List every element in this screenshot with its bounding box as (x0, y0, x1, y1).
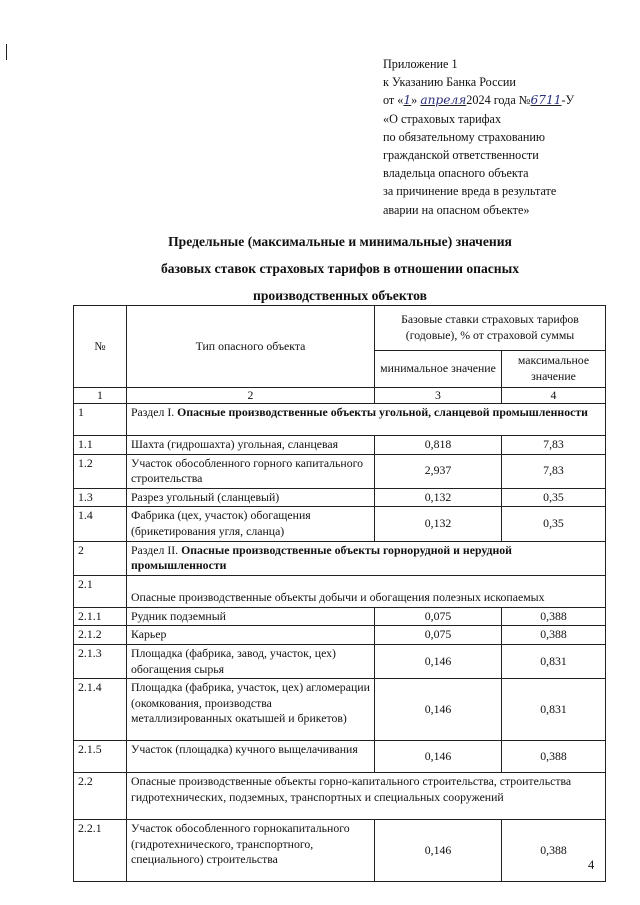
row-max: 0,35 (502, 507, 606, 541)
handwritten-number: 6711 (530, 93, 562, 108)
row-num: 2.2.1 (74, 820, 127, 882)
appendix-line-5: по обязательному страхованию (383, 129, 546, 144)
row-min: 0,075 (375, 626, 502, 645)
row-num: 1 (74, 404, 127, 436)
table-row (74, 575, 606, 607)
row-min: 0,146 (375, 741, 502, 773)
row-max: 0,831 (502, 644, 606, 678)
section-title: Опасные производственные объекты горнорудной и нерудной промышленности (131, 542, 512, 573)
row-min: 0,075 (375, 607, 502, 626)
row-type: Площадка (фабрика, завод, участок, цех) обогащения сырья (127, 644, 375, 678)
table-row (74, 679, 606, 741)
page-number: 4 (588, 858, 595, 872)
header-type: Тип опасного объекта (127, 306, 375, 388)
row-num: 2 (74, 541, 127, 575)
header-min: минимальное значение (375, 351, 502, 388)
header-rates: Базовые ставки страховых тарифов (годовые), % от страховой суммы (375, 306, 606, 351)
row-num: 2.1.1 (74, 607, 127, 626)
column-index-row (74, 388, 606, 404)
section-title: Опасные производственные объекты угольной, сланцевой промышленности (177, 405, 588, 419)
row-num: 1.4 (74, 507, 127, 541)
table-row (74, 626, 606, 645)
table-row (74, 773, 606, 820)
row-type: Карьер (127, 626, 375, 645)
index-cell: 4 (502, 388, 606, 404)
subsection-heading: Опасные производственные объекты горно-капитального строительства, строительства гидротехнических, подземных, транспортных и специальных сооружений (127, 773, 606, 820)
table-row (74, 541, 606, 575)
section-heading (127, 541, 606, 575)
appendix-line-4: «О страховых тарифах (383, 111, 502, 126)
table-row (74, 820, 606, 882)
table-row (74, 404, 606, 436)
tariff-table (73, 305, 606, 882)
row-min: 0,146 (375, 820, 502, 882)
margin-mark (6, 44, 7, 60)
appendix-line-6: гражданской ответственности (383, 148, 539, 163)
row-type: Площадка (фабрика, участок, цех) агломерации (окомкования, производства металлизированных окатышей и брикетов) (127, 679, 375, 741)
date-mid: » (411, 93, 421, 108)
subsection-heading: Опасные производственные объекты добычи и обогащения полезных ископаемых (127, 575, 606, 607)
row-max: 0,388 (502, 607, 606, 626)
document-title (80, 228, 600, 309)
handwritten-month: апреля (420, 93, 467, 108)
appendix-line-2: к Указанию Банка России (383, 75, 516, 90)
row-num: 2.1.3 (74, 644, 127, 678)
row-num: 2.1.5 (74, 741, 127, 773)
title-line-1: Предельные (максимальные и минимальные) значения (168, 234, 512, 249)
index-cell: 2 (127, 388, 375, 404)
row-max: 7,83 (502, 454, 606, 488)
header-num: № (74, 306, 127, 388)
appendix-line-7: владельца опасного объекта (383, 166, 529, 181)
row-num: 2.1.2 (74, 626, 127, 645)
index-cell: 1 (74, 388, 127, 404)
row-type: Рудник подземный (127, 607, 375, 626)
row-min: 0,146 (375, 644, 502, 678)
row-num: 1.1 (74, 436, 127, 455)
appendix-line-8: за причинение вреда в результате (383, 184, 557, 199)
row-max: 7,83 (502, 436, 606, 455)
section-prefix: Раздел II. (131, 542, 182, 557)
index-cell: 3 (375, 388, 502, 404)
appendix-line-1: Приложение 1 (383, 57, 458, 71)
row-num: 1.3 (74, 488, 127, 507)
row-type: Участок обособленного горнокапитального (гидротехнического, транспортного, специального) строительства (127, 820, 375, 882)
row-num: 2.1.4 (74, 679, 127, 741)
appendix-date-line (383, 91, 618, 109)
header-max: максимальное значение (502, 351, 606, 388)
row-type: Фабрика (цех, участок) обогащения (брикетирования угля, сланца) (127, 507, 375, 541)
row-min: 0,132 (375, 488, 502, 507)
date-prefix: от « (383, 93, 404, 108)
table-row (74, 488, 606, 507)
row-max: 0,35 (502, 488, 606, 507)
table-row (74, 507, 606, 541)
table-row (74, 741, 606, 773)
section-prefix: Раздел I. (131, 405, 178, 419)
row-max: 0,388 (502, 820, 606, 882)
handwritten-day: 1 (403, 93, 412, 108)
title-line-3: производственных объектов (253, 288, 427, 303)
row-min: 0,818 (375, 436, 502, 455)
appendix-line-9: аварии на опасном объекте» (383, 202, 530, 217)
row-num: 2.2 (74, 773, 127, 820)
row-type: Шахта (гидрошахта) угольная, сланцевая (127, 436, 375, 455)
row-min: 2,937 (375, 454, 502, 488)
row-num: 2.1 (74, 575, 127, 607)
section-heading (127, 404, 606, 436)
table-row (74, 607, 606, 626)
row-type: Участок (площадка) кучного выщелачивания (127, 741, 375, 773)
appendix-header (383, 55, 618, 219)
title-line-2: базовых ставок страховых тарифов в отношении опасных (160, 261, 520, 276)
row-min: 0,146 (375, 679, 502, 741)
row-num: 1.2 (74, 454, 127, 488)
row-type: Разрез угольный (сланцевый) (127, 488, 375, 507)
row-min: 0,132 (375, 507, 502, 541)
table-row (74, 436, 606, 455)
number-suffix: -У (561, 93, 575, 108)
row-max: 0,388 (502, 626, 606, 645)
table-row (74, 454, 606, 488)
row-max: 0,388 (502, 741, 606, 773)
table-row (74, 644, 606, 678)
date-year: 2024 года № (466, 93, 531, 108)
row-type: Участок обособленного горного капитального строительства (127, 454, 375, 488)
row-max: 0,831 (502, 679, 606, 741)
